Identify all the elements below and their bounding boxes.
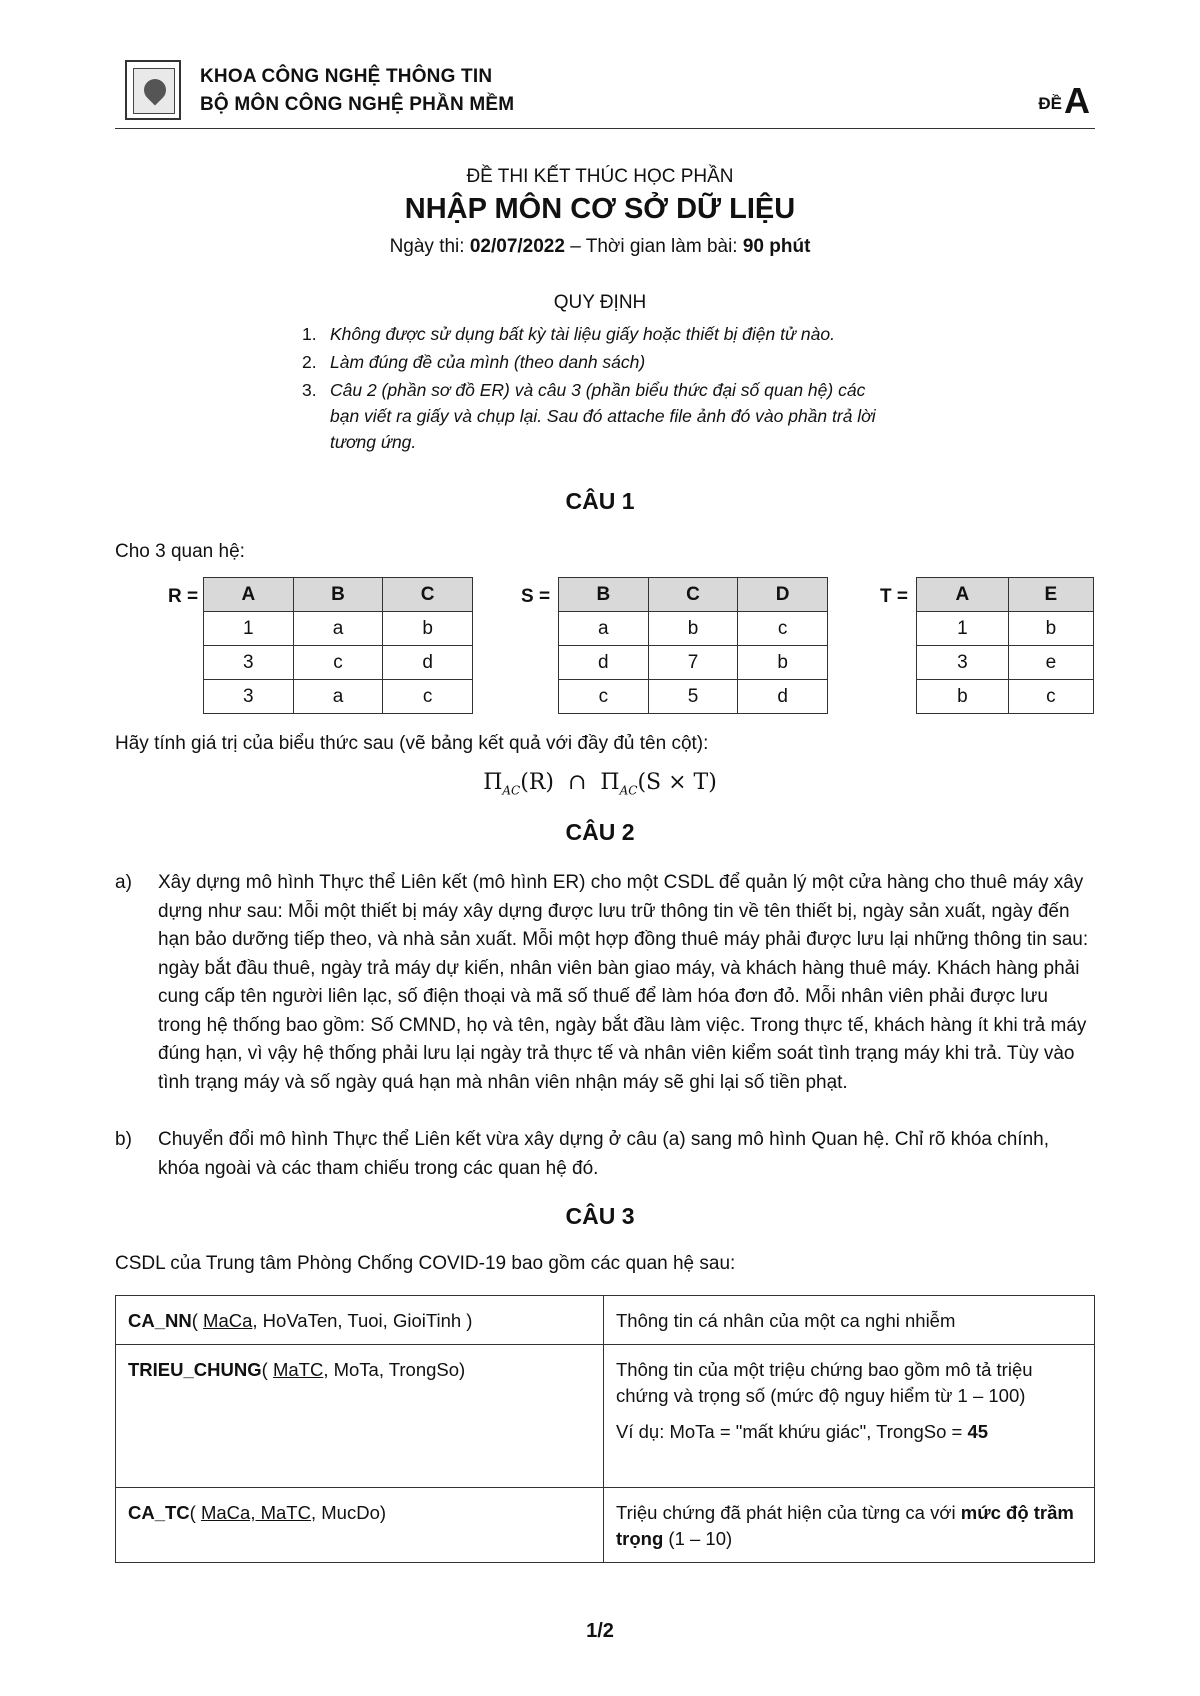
question-2-item-a: a) Xây dựng mô hình Thực thể Liên kết (mô hình ER) cho một CSDL để quản lý một cửa hàng cho thuê máy xây dựng như sau: Mỗi một thiết bị máy xây dựng được lưu trữ thông tin về tên thiết bị, ngày sản xuất, ngày đến hạn bảo dưỡng tiếp theo, và nhà sản xuất. Mỗi một hợp đồng thuê máy phải được lưu lại những thông tin sau: ngày bắt đầu thuê, ngày trả máy dự kiến, nhân viên bàn giao máy, và khách hàng thuê máy. Khách hàng phải cung cấp tên người liên lạc, số điện thoại và mã số thuế để làm hóa đơn đỏ. Mỗi nhân viên phải được lưu trong hệ thống bao gồm: Số CMND, họ và tên, ngày bắt đầu làm việc. Trong thực tế, khách hàng ít khi trả máy đúng hạn, vì vậy hệ thống phải lưu lại ngày trả thực tế và nhân viên kiểm soát tình trạng máy khi trả. Tùy vào tình trạng máy và số ngày quá hạn mà nhân viên nhận máy sẽ ghi lại số tiền phạt. bbox=[115, 872, 1089, 1093]
date-value: 02/07/2022 bbox=[469, 236, 565, 257]
relation-r-name: R = bbox=[168, 586, 199, 607]
date-label: Ngày thi: bbox=[389, 236, 470, 257]
schema-relation: TRIEU_CHUNG( MaTC, MoTa, TrongSo) bbox=[116, 1345, 604, 1488]
table-row bbox=[116, 1296, 1095, 1345]
schema-table bbox=[115, 1295, 1095, 1563]
schema-relation: CA_TC( MaCa, MaTC, MucDo) bbox=[116, 1488, 604, 1563]
rules-title: QUY ĐỊNH bbox=[553, 292, 647, 313]
question-2-heading: CÂU 2 bbox=[565, 819, 635, 845]
rule-item: 2. Làm đúng đề của mình (theo danh sách) bbox=[302, 352, 646, 372]
subject-title: NHẬP MÔN CƠ SỞ DỮ LIỆU bbox=[404, 193, 796, 225]
page-number: 1/2 bbox=[586, 1620, 614, 1642]
table-row bbox=[116, 1488, 1095, 1563]
department-name: BỘ MÔN CÔNG NGHỆ PHẦN MỀM bbox=[200, 94, 515, 115]
table-row bbox=[116, 1345, 1095, 1488]
time-label: – Thời gian làm bài: bbox=[564, 236, 743, 257]
exam-date-line bbox=[0, 236, 1200, 258]
university-logo bbox=[125, 60, 181, 120]
question-1-task: Hãy tính giá trị của biểu thức sau (vẽ bảng kết quả với đầy đủ tên cột): bbox=[115, 733, 709, 754]
question-3-heading: CÂU 3 bbox=[565, 1203, 635, 1229]
faculty-name: KHOA CÔNG NGHỆ THÔNG TIN bbox=[200, 66, 493, 87]
time-value: 90 phút bbox=[742, 236, 811, 257]
relational-algebra-expression: $\Pi_{AC}(R)$ ∩ $\Pi_{AC}(S \times T)$ bbox=[483, 770, 717, 798]
schema-description: Thông tin cá nhân của một ca nghi nhiễm bbox=[604, 1296, 1095, 1345]
schema-description: Thông tin của một triệu chứng bao gồm mô tả triệu chứng và trọng số (mức độ nguy hiểm từ 1 – 100) Ví dụ: MoTa = "mất khứu giác", TrongSo = 45 bbox=[604, 1345, 1095, 1488]
relation-s-name: S = bbox=[521, 586, 551, 607]
header-divider bbox=[115, 128, 1095, 129]
relation-s-table: B C D a b c d 7 b c 5 d bbox=[558, 577, 828, 714]
question-3-intro: CSDL của Trung tâm Phòng Chống COVID-19 bao gồm các quan hệ sau: bbox=[115, 1253, 736, 1274]
relation-r-table: A B C 1 a b 3 c d 3 a c bbox=[203, 577, 473, 714]
exam-code-label: ĐỀ bbox=[1038, 94, 1062, 113]
question-1-intro: Cho 3 quan hệ: bbox=[115, 541, 245, 562]
exam-title: ĐỀ THI KẾT THÚC HỌC PHẦN bbox=[466, 166, 734, 187]
relation-t-table: A E 1 b 3 e b c bbox=[916, 577, 1094, 714]
question-1-heading: CÂU 1 bbox=[565, 488, 635, 514]
question-2-item-b: b) Chuyển đổi mô hình Thực thể Liên kết vừa xây dựng ở câu (a) sang mô hình Quan hệ. Chỉ rõ khóa chính, khóa ngoài và các tham chiếu trong các quan hệ đó. bbox=[115, 1129, 1049, 1179]
schema-description: Triệu chứng đã phát hiện của từng ca với mức độ trầm trọng (1 – 10) bbox=[604, 1488, 1095, 1563]
rule-item: 1. Không được sử dụng bất kỳ tài liệu giấy hoặc thiết bị điện tử nào. bbox=[302, 324, 835, 344]
exam-code-letter: A bbox=[1064, 80, 1090, 121]
schema-relation: CA_NN( MaCa, HoVaTen, Tuoi, GioiTinh ) bbox=[116, 1296, 604, 1345]
relation-t-name: T = bbox=[880, 586, 908, 607]
logo-emblem-icon bbox=[133, 68, 175, 114]
rule-item: 3. Câu 2 (phần sơ đồ ER) và câu 3 (phần biểu thức đại số quan hệ) các bạn viết ra giấy và chụp lại. Sau đó attache file ảnh đó vào phần trả lời tương ứng. bbox=[302, 380, 876, 452]
